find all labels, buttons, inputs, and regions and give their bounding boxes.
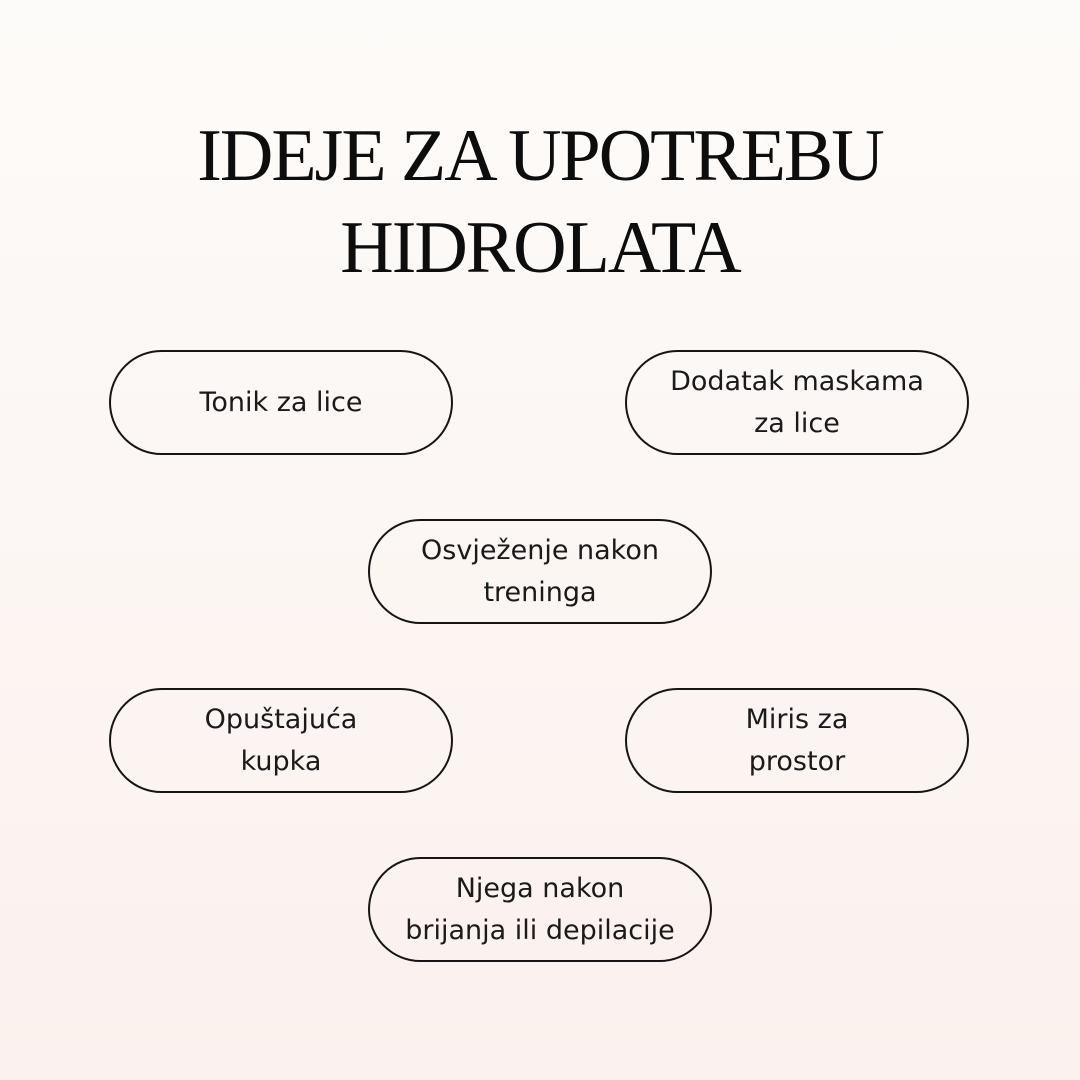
idea-pill-room-scent — [625, 688, 969, 793]
idea-label: Opuštajuća kupka — [204, 703, 358, 777]
idea-pill-post-workout-refresh — [368, 519, 712, 624]
idea-label: Tonik za lice — [199, 386, 363, 418]
idea-pill-relaxing-bath — [109, 688, 453, 793]
idea-pill-face-toner — [109, 350, 453, 455]
idea-label: Miris za prostor — [745, 703, 849, 777]
idea-label: Njega nakon brijanja ili depilacije — [405, 872, 675, 946]
idea-label: Dodatak maskama za lice — [670, 365, 924, 439]
idea-label: Osvježenje nakon treninga — [421, 534, 659, 608]
idea-pill-face-mask-additive — [625, 350, 969, 455]
page-title — [0, 110, 1080, 294]
title-line-2: HIDROLATA — [340, 207, 740, 289]
idea-pill-after-shave-care — [368, 857, 712, 962]
title-line-1: IDEJE ZA UPOTREBU — [197, 115, 883, 197]
